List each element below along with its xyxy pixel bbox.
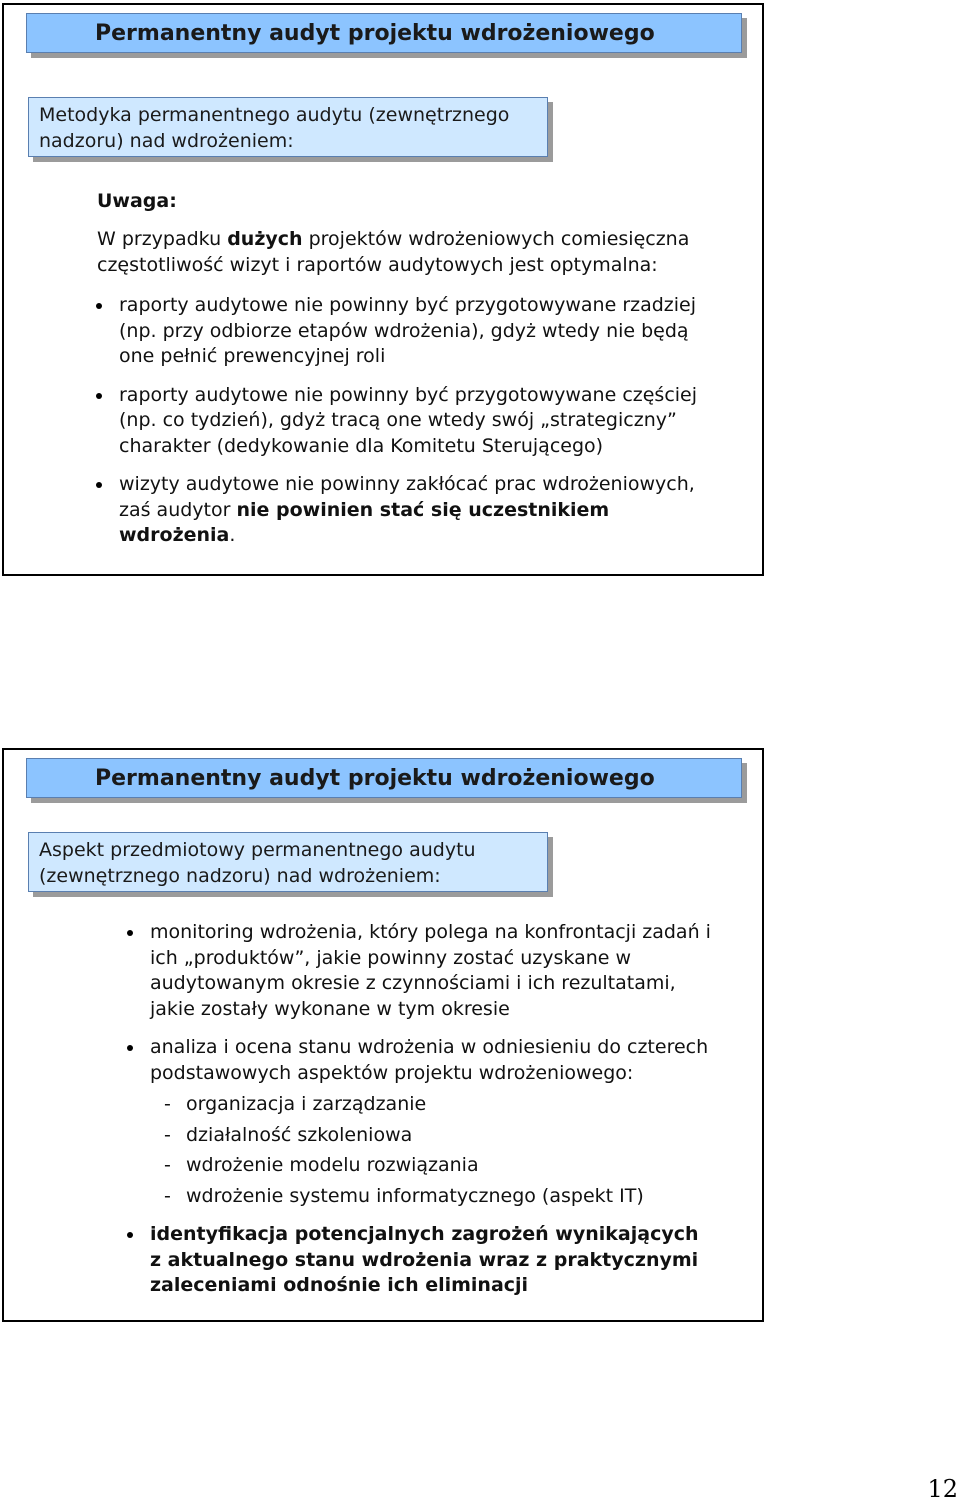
slide-title-bar bbox=[26, 13, 742, 53]
bullet-icon bbox=[96, 393, 102, 399]
intro-text: W przypadku bbox=[97, 228, 228, 250]
list-item bbox=[150, 920, 740, 1022]
slide-1 bbox=[2, 3, 764, 576]
audit-rules-list bbox=[119, 293, 739, 562]
sublist-item bbox=[150, 1153, 740, 1179]
subtitle-line: nadzoru) nad wdrożeniem: bbox=[39, 130, 294, 152]
list-item-emphasis: wdrożenia bbox=[119, 524, 230, 546]
dash-icon: - bbox=[164, 1184, 171, 1207]
slide-title-bar bbox=[26, 758, 742, 798]
list-item-line bbox=[119, 523, 739, 549]
list-item-text: . bbox=[229, 524, 236, 546]
bullet-icon bbox=[127, 1232, 133, 1238]
sublist-item bbox=[150, 1123, 740, 1149]
list-item bbox=[119, 472, 739, 549]
list-item-line: wizyty audytowe nie powinny zakłócać prac wdrożeniowych, bbox=[119, 473, 695, 495]
list-item-line: podstawowych aspektów projektu wdrożeniowego: bbox=[150, 1061, 634, 1084]
bullet-icon bbox=[96, 482, 102, 488]
list-item-line: (np. przy odbiorze etapów wdrożenia), gdyż wtedy nie będą bbox=[119, 319, 689, 342]
slide-title: Permanentny audyt projektu wdrożeniowego bbox=[95, 766, 655, 791]
subtitle-line: (zewnętrznego nadzoru) nad wdrożeniem: bbox=[39, 865, 441, 887]
slide-subtitle-box bbox=[28, 832, 548, 892]
slide-2 bbox=[2, 748, 764, 1322]
list-item-line: (np. co tydzień), gdyż tracą one wtedy swój „strategiczny” bbox=[119, 409, 677, 431]
list-item-line: audytowanym okresie z czynnościami i ich rezultatami, bbox=[150, 972, 676, 994]
note-heading: Uwaga: bbox=[97, 190, 177, 212]
bullet-icon bbox=[127, 930, 133, 936]
list-item-line: z aktualnego stanu wdrożenia wraz z praktycznymi bbox=[150, 1248, 699, 1271]
page-number: 12 bbox=[927, 1475, 958, 1503]
list-item-line: raporty audytowe nie powinny być przygotowywane rzadziej bbox=[119, 294, 697, 316]
sublist-item-text: wdrożenie systemu informatycznego (aspekt IT) bbox=[186, 1184, 644, 1207]
list-item-line: zaleceniami odnośnie ich eliminacji bbox=[150, 1274, 529, 1296]
sublist-item-text: działalność szkoleniowa bbox=[186, 1123, 413, 1146]
bullet-icon bbox=[127, 1045, 133, 1051]
list-item-line: charakter (dedykowanie dla Komitetu Sterującego) bbox=[119, 434, 604, 457]
list-item-line: raporty audytowe nie powinny być przygotowywane częściej bbox=[119, 383, 698, 406]
list-item-line bbox=[119, 498, 739, 524]
intro-text: projektów wdrożeniowych comiesięczna bbox=[302, 228, 690, 250]
intro-line: częstotliwość wizyt i raportów audytowych jest optymalna: bbox=[97, 253, 658, 276]
subtitle-line: Metodyka permanentnego audytu (zewnętrznego bbox=[39, 104, 510, 126]
slide-subtitle-box bbox=[28, 97, 548, 157]
dash-icon: - bbox=[164, 1123, 171, 1146]
aspects-sublist bbox=[150, 1092, 740, 1209]
intro-line bbox=[97, 227, 689, 253]
list-item bbox=[150, 1222, 740, 1299]
sublist-item-text: wdrożenie modelu rozwiązania bbox=[186, 1154, 479, 1176]
list-item-line: one pełnić prewencyjnej roli bbox=[119, 345, 386, 367]
list-item bbox=[150, 1035, 740, 1209]
list-item-line: jakie zostały wykonane w tym okresie bbox=[150, 997, 510, 1020]
list-item bbox=[119, 293, 739, 370]
list-item-line: ich „produktów”, jakie powinny zostać uzyskane w bbox=[150, 946, 632, 969]
subtitle-line: Aspekt przedmiotowy permanentnego audytu bbox=[39, 839, 476, 861]
sublist-item-text: organizacja i zarządzanie bbox=[186, 1093, 427, 1115]
sublist-item bbox=[150, 1184, 740, 1210]
list-item bbox=[119, 383, 739, 460]
list-item-text: zaś audytor bbox=[119, 498, 237, 521]
list-item-emphasis: nie powinien stać się uczestnikiem bbox=[236, 498, 610, 521]
intro-emphasis: dużych bbox=[227, 228, 303, 250]
audit-aspects-list bbox=[150, 920, 740, 1312]
list-item-line: analiza i ocena stanu wdrożenia w odniesieniu do czterech bbox=[150, 1036, 709, 1058]
intro-paragraph bbox=[97, 227, 689, 278]
slide-title: Permanentny audyt projektu wdrożeniowego bbox=[95, 21, 655, 46]
list-item-line: monitoring wdrożenia, który polega na konfrontacji zadań i bbox=[150, 921, 711, 943]
dash-icon: - bbox=[164, 1093, 171, 1115]
bullet-icon bbox=[96, 303, 102, 309]
dash-icon: - bbox=[164, 1154, 171, 1176]
sublist-item bbox=[150, 1092, 740, 1118]
list-item-line: identyfikacja potencjalnych zagrożeń wynikających bbox=[150, 1223, 699, 1245]
